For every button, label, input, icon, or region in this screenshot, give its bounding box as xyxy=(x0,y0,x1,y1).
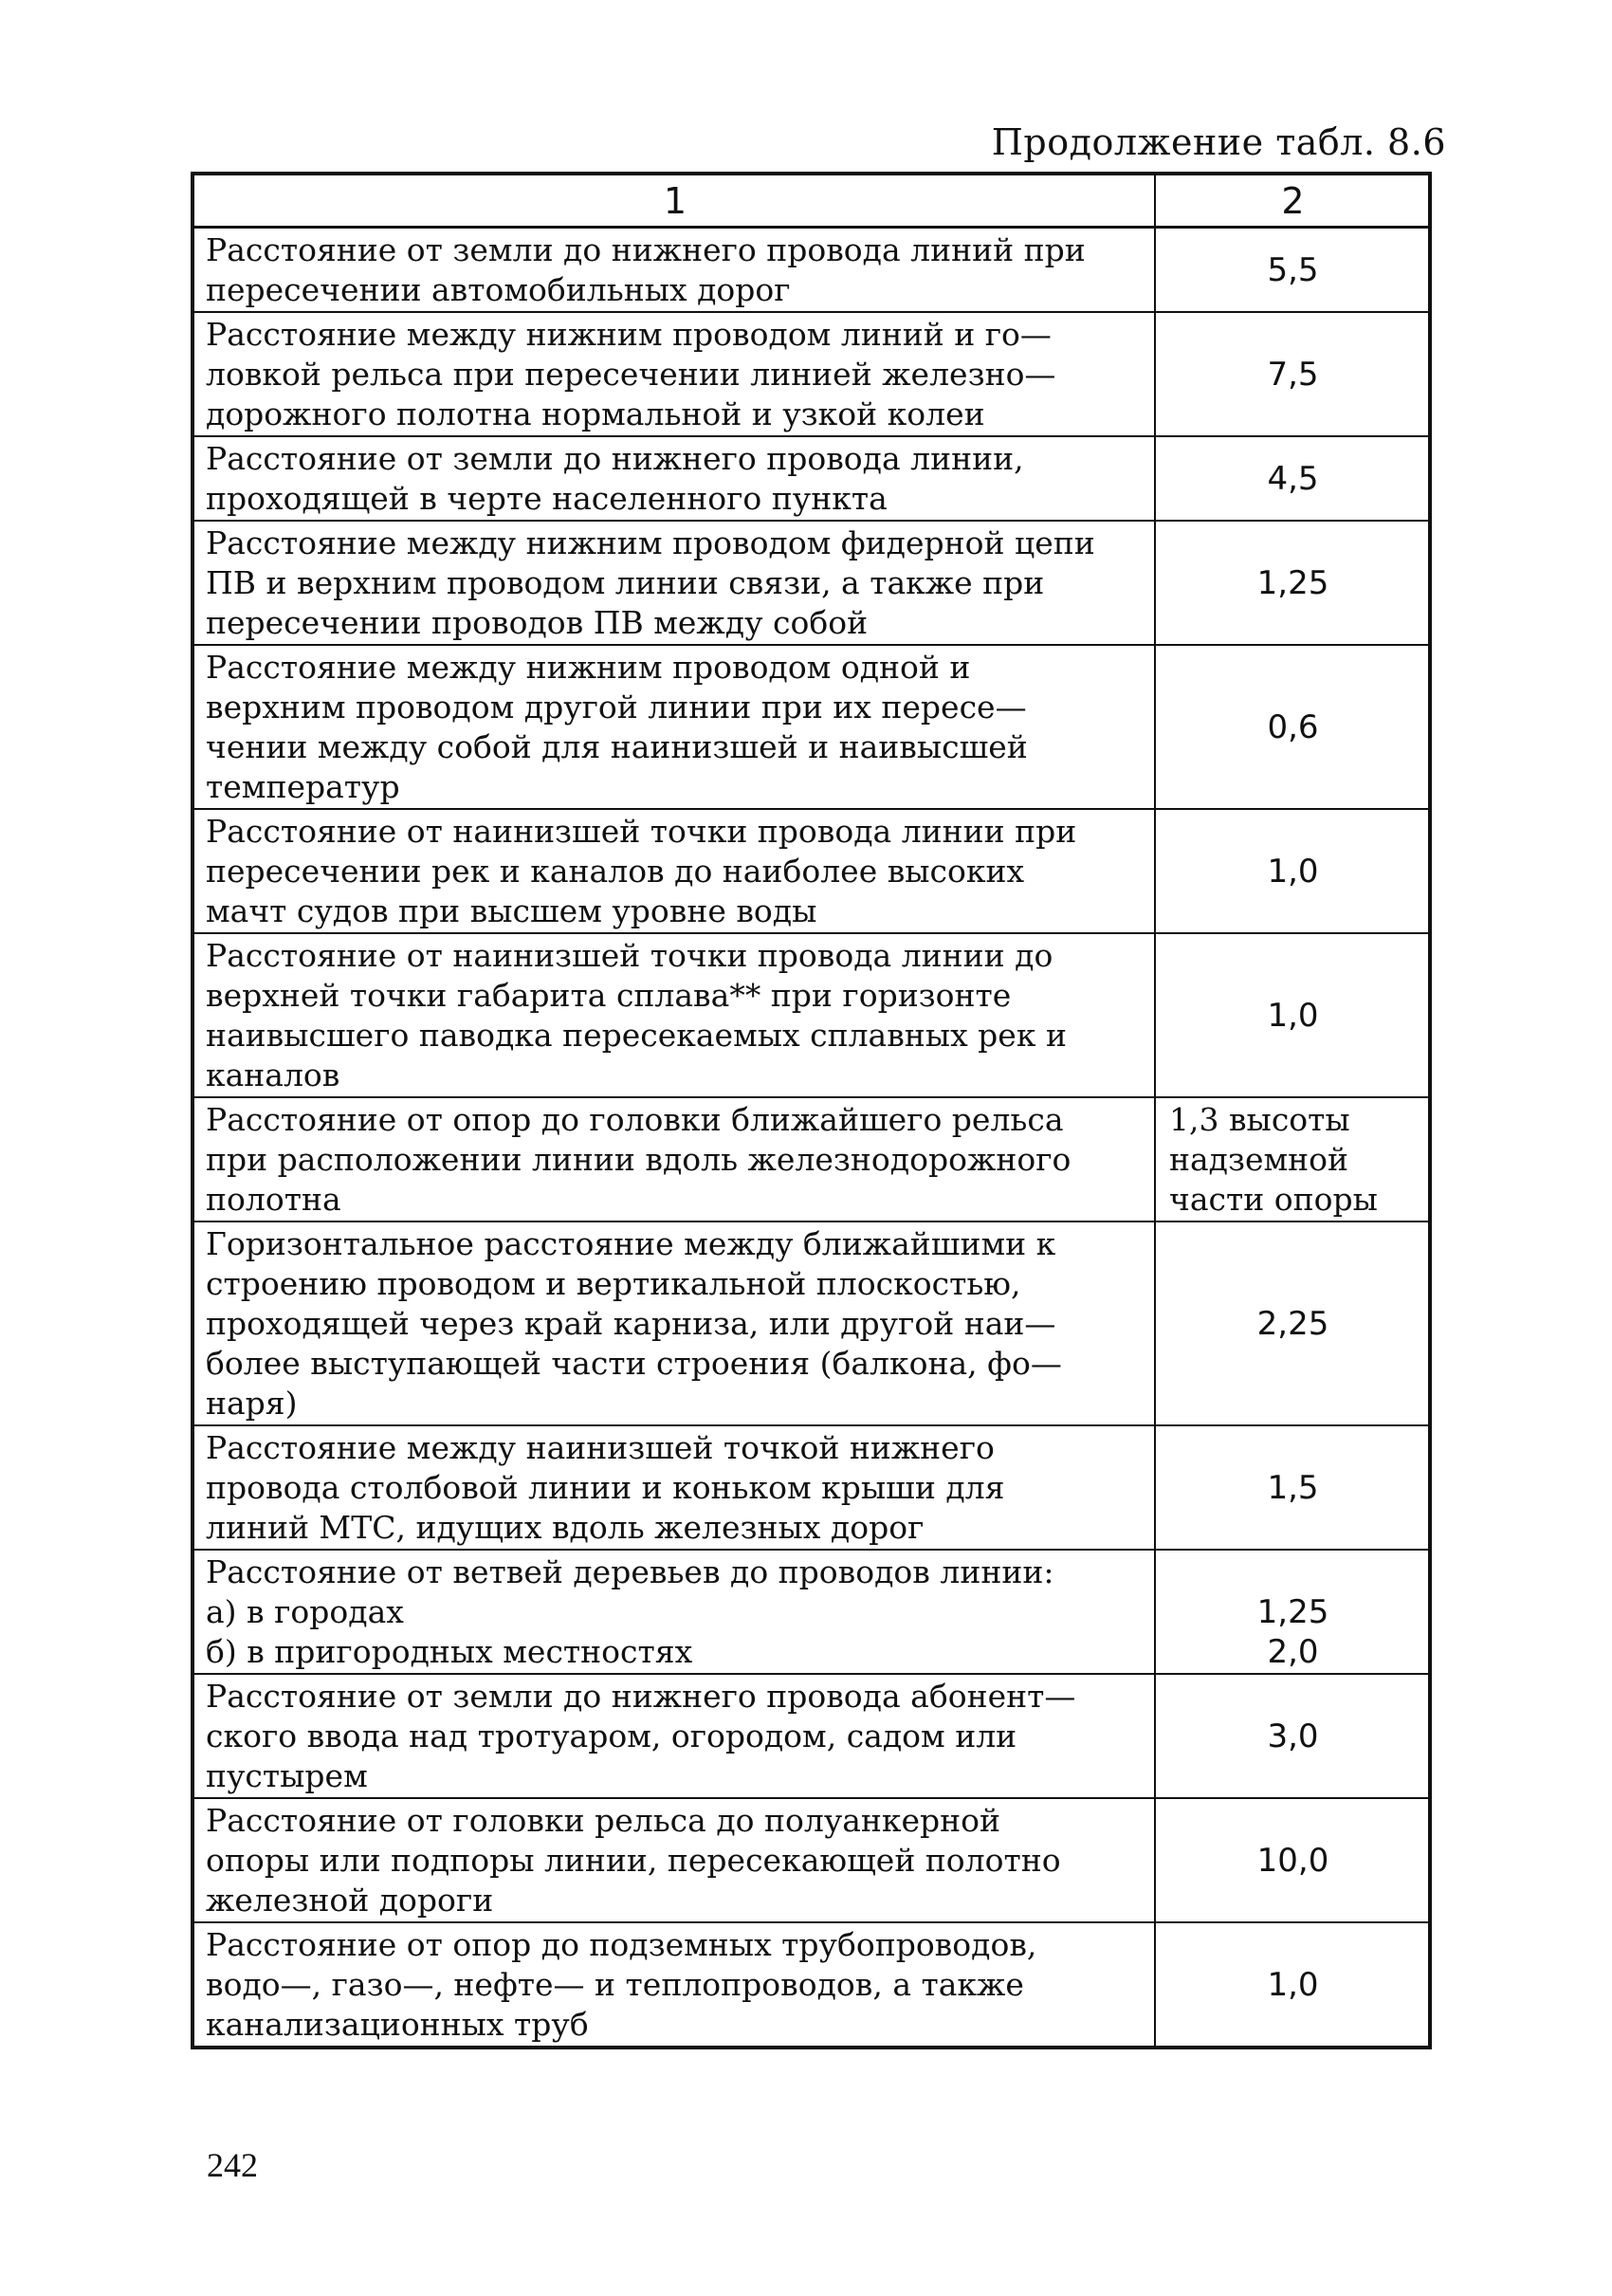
table-row xyxy=(192,809,1430,933)
column-header-1: 1 xyxy=(192,174,1155,228)
description-line: Расстояние от опор до головки ближайшего рельса xyxy=(206,1101,1064,1138)
description-line: более выступающей части строения (балкона, фо— xyxy=(206,1345,1062,1382)
row-description xyxy=(192,933,1155,1097)
description-line: ПВ и верхним проводом линии связи, а также при xyxy=(206,564,1045,601)
description-line: ского ввода над тротуаром, огородом, садом или xyxy=(206,1717,1017,1754)
description-line: дорожного полотна нормальной и узкой колеи xyxy=(206,395,985,432)
row-value xyxy=(1155,645,1430,809)
description-line: пустырем xyxy=(206,1757,368,1794)
description-line: Расстояние от земли до нижнего провода абонент— xyxy=(206,1678,1076,1715)
row-value xyxy=(1155,1550,1430,1674)
row-description xyxy=(192,1798,1155,1922)
table-row xyxy=(192,1674,1430,1798)
description-line: верхним проводом другой линии при их пересе— xyxy=(206,689,1027,726)
description-line: Расстояние от земли до нижнего провода линии, xyxy=(206,440,1024,477)
value-line: 3,0 xyxy=(1267,1717,1319,1755)
column-header-2: 2 xyxy=(1155,174,1430,228)
row-description xyxy=(192,436,1155,521)
row-value xyxy=(1155,312,1430,436)
description-line: наивысшего паводка пересекаемых сплавных рек и xyxy=(206,1017,1067,1054)
description-line: наря) xyxy=(206,1385,298,1422)
value-line: 1,3 высоты xyxy=(1169,1101,1350,1138)
norms-table xyxy=(191,172,1432,2049)
table-row xyxy=(192,1550,1430,1674)
description-line: проходящей через край карниза, или другой наи— xyxy=(206,1305,1056,1342)
table-body xyxy=(192,228,1430,2048)
description-line: чении между собой для наинизшей и наивысшей xyxy=(206,728,1028,765)
row-value xyxy=(1155,1798,1430,1922)
value-line: 7,5 xyxy=(1267,356,1319,394)
value-line: 0,6 xyxy=(1267,708,1319,746)
value-line: 1,0 xyxy=(1267,997,1319,1035)
description-line: Расстояние между нижним проводом одной и xyxy=(206,649,971,686)
description-line: Расстояние от ветвей деревьев до проводов линии: xyxy=(206,1553,1054,1590)
description-line: Расстояние от наинизшей точки провода линии при xyxy=(206,813,1077,850)
description-line: опоры или подпоры линии, пересекающей полотно xyxy=(206,1842,1061,1879)
value-line: 10,0 xyxy=(1256,1842,1329,1880)
value-line: 4,5 xyxy=(1267,460,1319,498)
row-value xyxy=(1155,1922,1430,2048)
table-row xyxy=(192,933,1430,1097)
description-line: пересечении рек и каналов до наиболее высоких xyxy=(206,853,1025,890)
table-row xyxy=(192,1221,1430,1425)
value-line: 2,25 xyxy=(1256,1305,1329,1343)
row-value xyxy=(1155,521,1430,645)
row-value xyxy=(1155,809,1430,933)
description-line: пересечении проводов ПВ между собой xyxy=(206,604,869,641)
row-description xyxy=(192,312,1155,436)
row-description xyxy=(192,645,1155,809)
description-line: при расположении линии вдоль железнодорожного xyxy=(206,1141,1072,1178)
table-row xyxy=(192,645,1430,809)
description-line: линий МТС, идущих вдоль железных дорог xyxy=(206,1509,925,1546)
description-line: Расстояние от земли до нижнего провода линий при xyxy=(206,231,1086,268)
row-value xyxy=(1155,933,1430,1097)
description-line: канализационных труб xyxy=(206,2006,589,2043)
row-description xyxy=(192,809,1155,933)
table-row xyxy=(192,1097,1430,1221)
row-description xyxy=(192,1097,1155,1221)
table-row xyxy=(192,1922,1430,2048)
description-line: ловкой рельса при пересечении линией железно— xyxy=(206,356,1056,393)
row-value xyxy=(1155,228,1430,313)
description-line: а) в городах xyxy=(206,1593,404,1630)
description-line: водо—, газо—, нефте— и теплопроводов, а также xyxy=(206,1966,1024,2003)
description-line: верхней точки габарита сплава** при горизонте xyxy=(206,977,1012,1014)
description-line: Расстояние от наинизшей точки провода линии до xyxy=(206,937,1053,974)
description-line: Расстояние от опор до подземных трубопроводов, xyxy=(206,1926,1037,1963)
description-line: провода столбовой линии и коньком крыши для xyxy=(206,1469,1005,1506)
value-line: надземной xyxy=(1169,1141,1349,1178)
value-line: 1,0 xyxy=(1267,853,1319,891)
value-line: 1,25 xyxy=(1256,564,1329,602)
row-description xyxy=(192,1550,1155,1674)
row-value xyxy=(1155,1097,1430,1221)
description-line: Горизонтальное расстояние между ближайшими к xyxy=(206,1225,1056,1262)
page-number: 242 xyxy=(207,2146,258,2184)
description-line: Расстояние между нижним проводом линий и го— xyxy=(206,316,1052,353)
value-line: 1,5 xyxy=(1267,1469,1319,1507)
row-value xyxy=(1155,1674,1430,1798)
description-line: проходящей в черте населенного пункта xyxy=(206,480,888,517)
row-description xyxy=(192,521,1155,645)
value-line: 2,0 xyxy=(1267,1633,1319,1671)
row-value xyxy=(1155,436,1430,521)
row-value xyxy=(1155,1425,1430,1550)
description-line: железной дороги xyxy=(206,1882,494,1919)
value-line: 5,5 xyxy=(1267,251,1319,289)
description-line: температур xyxy=(206,768,400,805)
row-description xyxy=(192,1425,1155,1550)
row-description xyxy=(192,1221,1155,1425)
row-description xyxy=(192,1922,1155,2048)
value-line: 1,25 xyxy=(1256,1593,1329,1631)
table-row xyxy=(192,1798,1430,1922)
description-line: б) в пригородных местностях xyxy=(206,1633,693,1670)
description-line: мачт судов при высшем уровне воды xyxy=(206,892,817,929)
description-line: Расстояние между нижним проводом фидерной цепи xyxy=(206,524,1095,561)
description-line: полотна xyxy=(206,1181,341,1218)
description-line: строению проводом и вертикальной плоскостью, xyxy=(206,1265,1021,1302)
description-line: Расстояние между наинизшей точкой нижнего xyxy=(206,1429,995,1466)
table-row xyxy=(192,521,1430,645)
description-line: каналов xyxy=(206,1056,340,1093)
description-line: пересечении автомобильных дорог xyxy=(206,271,791,308)
table-row xyxy=(192,436,1430,521)
description-line: Расстояние от головки рельса до полуанкерной xyxy=(206,1802,1001,1839)
row-description xyxy=(192,1674,1155,1798)
table-row xyxy=(192,228,1430,313)
value-line: части опоры xyxy=(1169,1181,1378,1218)
row-value xyxy=(1155,1221,1430,1425)
table-row xyxy=(192,312,1430,436)
table-caption: Продолжение табл. 8.6 xyxy=(991,121,1446,163)
row-description xyxy=(192,228,1155,313)
value-line: 1,0 xyxy=(1267,1966,1319,2004)
table-row xyxy=(192,1425,1430,1550)
header-row xyxy=(192,174,1430,228)
table-container xyxy=(191,172,1428,2049)
